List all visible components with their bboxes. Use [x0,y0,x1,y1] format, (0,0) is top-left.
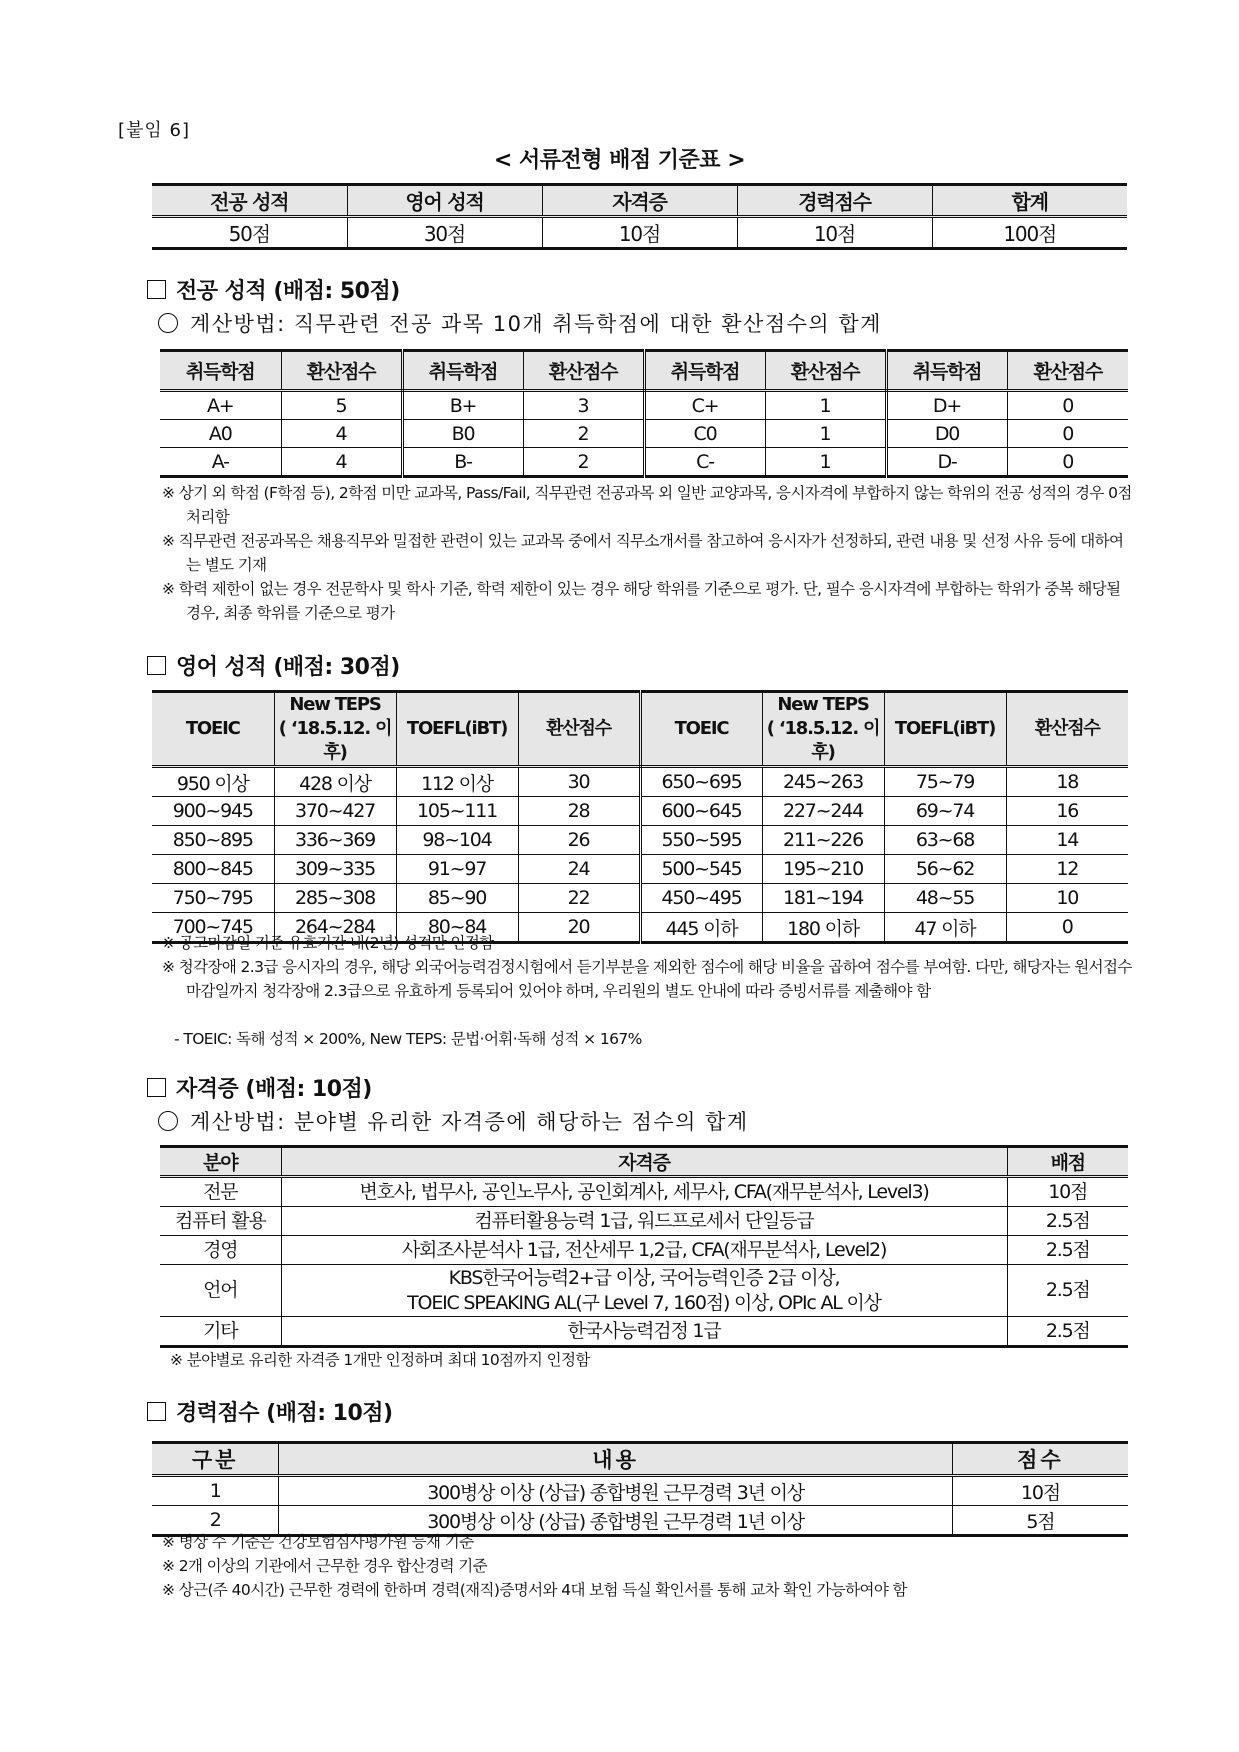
header-row [160,1147,1128,1177]
table-cell: 650~695 [640,767,762,797]
column-header: 분야 [160,1147,281,1177]
table-cell: 전문 [160,1177,281,1207]
table-cell: 264~284 [274,913,396,943]
note-item: ※ 직무관련 전공과목은 채용직무와 밀접한 관련이 있는 교과목 중에서 직무소개서를 참고하여 응시자가 선정하되, 관련 내용 및 선정 사유 등에 대하여는 별도 기재 [162,532,1124,574]
table-cell: 10점 [1007,1177,1128,1207]
table-row [160,1317,1128,1347]
table-cell: 85~90 [396,884,518,913]
table-row [152,826,1128,855]
table-cell: B- [402,448,523,477]
table-cell: 750~795 [152,884,274,913]
table-cell: 112 이상 [396,767,518,797]
table-row [160,448,1128,477]
table-cell: 850~895 [152,826,274,855]
english-dash-note: - TOEIC: 독해 성적 × 200%, New TEPS: 문법·어휘·독해 성적 × 167% [174,1030,642,1048]
table-cell: 2.5점 [1007,1317,1128,1347]
table-cell: 2 [523,420,644,448]
section-title: 영어 성적 (배점: 30점) [176,655,400,680]
column-header: 환산점수 [1006,692,1128,767]
table-cell: 10 [1006,884,1128,913]
table-cell: 5 [281,391,402,420]
column-header: 취득학점 [644,351,765,391]
table-cell: 0 [1007,420,1128,448]
table-cell: 300병상 이상 (상급) 종합병원 근무경력 1년 이상 [279,1506,952,1536]
table-cell: 600~645 [640,797,762,826]
section-english-heading [147,650,400,681]
table-cell: 2.5점 [1007,1207,1128,1236]
table-cell: 기타 [160,1317,281,1347]
table-cell: 180 이하 [762,913,884,943]
attachment-label: [붙임 6] [118,120,190,141]
summary-table [152,183,1127,250]
table-cell: 1 [765,420,886,448]
column-header: 환산점수 [1007,351,1128,391]
table-cell: 22 [518,884,640,913]
cert-notes [170,1348,1140,1372]
table-cell: 100점 [932,217,1127,249]
section-title: 자격증 (배점: 10점) [176,1077,372,1102]
header-row [160,351,1128,391]
column-header: 환산점수 [281,351,402,391]
column-header: 내용 [279,1443,952,1476]
table-cell: 105~111 [396,797,518,826]
table-cell: A- [160,448,281,477]
column-header: 자격증 [542,185,737,217]
table-cell: 445 이하 [640,913,762,943]
column-header: 구분 [152,1443,279,1476]
column-header: 환산점수 [518,692,640,767]
table-cell: 2 [152,1506,279,1536]
table-cell: 0 [1007,391,1128,420]
table-cell: D0 [886,420,1007,448]
section-title: 전공 성적 (배점: 50점) [176,279,400,304]
table-cell: 47 이하 [884,913,1006,943]
table-row [160,420,1128,448]
table-row [152,797,1128,826]
table-cell: A+ [160,391,281,420]
column-header: 전공 성적 [152,185,347,217]
column-header: 경력점수 [737,185,932,217]
table-cell: 10점 [952,1476,1128,1506]
table-cell: 경영 [160,1236,281,1265]
table-cell: 20 [518,913,640,943]
column-header: TOEFL(iBT) [884,692,1006,767]
checkbox-square-icon [147,1402,166,1421]
column-header: 취득학점 [886,351,1007,391]
table-cell: 한국사능력검정 1급 [281,1317,1007,1347]
table-row [152,767,1128,797]
table-cell: 211~226 [762,826,884,855]
table-cell: 0 [1006,913,1128,943]
table-row [160,391,1128,420]
table-cell: 370~427 [274,797,396,826]
table-cell: 1 [765,391,886,420]
table-cell: 69~74 [884,797,1006,826]
table-cell: 컴퓨터 활용 [160,1207,281,1236]
table-cell: 91~97 [396,855,518,884]
calc-text: 계산방법: 직무관련 전공 과목 10개 취득학점에 대한 환산점수의 합계 [190,312,882,336]
column-header: 배점 [1007,1147,1128,1177]
table-cell: C+ [644,391,765,420]
table-cell: 428 이상 [274,767,396,797]
note-item: ※ 청각장애 2.3급 응시자의 경우, 해당 외국어능력검정시험에서 듣기부분을 제외한 점수에 해당 비율을 곱하여 점수를 부여함. 다만, 해당자는 원서접수 마감일까지 청각장애 2.3급으로 유효하게 등록되어 있어야 하며, 우리원의 별도 안내에 따라 증빙서류를 제출해야 함 [162,958,1132,1000]
table-cell: 24 [518,855,640,884]
table-cell: 컴퓨터활용능력 1급, 워드프로세서 단일등급 [281,1207,1007,1236]
major-notes [162,481,1132,625]
english-dash-note-wrap [162,1027,1132,1051]
english-notes [162,931,1132,1003]
note-item: ※ 공고마감일 기준 유효기간 내(2년) 성적만 인정함 [162,934,494,952]
table-cell: 28 [518,797,640,826]
header-row [152,1443,1128,1476]
table-cell: 900~945 [152,797,274,826]
table-cell: 500~545 [640,855,762,884]
career-notes [162,1530,1132,1602]
table-cell: 사회조사분석사 1급, 전산세무 1,2급, CFA(재무분석사, Level2) [281,1236,1007,1265]
grade-conversion-table [160,349,1128,478]
table-row [160,1207,1128,1236]
table-cell: 12 [1006,855,1128,884]
table-cell: 10점 [737,217,932,249]
table-cell: 181~194 [762,884,884,913]
table-cell: 0 [1007,448,1128,477]
table-cell: 언어 [160,1265,281,1317]
column-header: TOEIC [640,692,762,767]
table-cell: C0 [644,420,765,448]
note-item: ※ 상기 외 학점 (F학점 등), 2학점 미만 교과목, Pass/Fail, 직무관련 전공과목 외 일반 교양과목, 응시자격에 부합하지 않는 학위의 전공 성적의 경우 0점 처리함 [162,484,1132,526]
table-cell: 30점 [347,217,542,249]
certificate-table [160,1145,1128,1348]
career-table [152,1441,1128,1537]
section-cert-heading [147,1072,372,1103]
table-cell: 950 이상 [152,767,274,797]
table-cell: 변호사, 법무사, 공인노무사, 공인회계사, 세무사, CFA(재무분석사, Level3) [281,1177,1007,1207]
table-cell: 285~308 [274,884,396,913]
table-cell: B+ [402,391,523,420]
english-score-table [152,690,1128,944]
column-header: 취득학점 [402,351,523,391]
table-cell: B0 [402,420,523,448]
table-cell: 336~369 [274,826,396,855]
table-cell: 550~595 [640,826,762,855]
table-cell: 309~335 [274,855,396,884]
table-cell: D- [886,448,1007,477]
table-cell: 48~55 [884,884,1006,913]
note-item: ※ 병상 수 기준은 건강보험심사평가원 등재 기준 [162,1533,474,1551]
table-row [152,884,1128,913]
table-cell: 245~263 [762,767,884,797]
table-cell: 1 [765,448,886,477]
table-cell: 56~62 [884,855,1006,884]
table-row [152,855,1128,884]
column-header: 점수 [952,1443,1128,1476]
column-header: New TEPS ( ‘18.5.12. 이후) [762,692,884,767]
table-cell: 300병상 이상 (상급) 종합병원 근무경력 3년 이상 [279,1476,952,1506]
table-cell: 3 [523,391,644,420]
table-cell: 2.5점 [1007,1265,1128,1317]
table-cell: 10점 [542,217,737,249]
column-header: 자격증 [281,1147,1007,1177]
table-row [152,217,1127,249]
column-header: 합계 [932,185,1127,217]
column-header: New TEPS ( ‘18.5.12. 이후) [274,692,396,767]
checkbox-square-icon [147,656,166,675]
table-cell: 700~745 [152,913,274,943]
column-header: 환산점수 [765,351,886,391]
section-major-heading [147,274,400,305]
header-row [152,692,1128,767]
table-row [160,1236,1128,1265]
table-cell: 30 [518,767,640,797]
column-header: 영어 성적 [347,185,542,217]
table-row [160,1177,1128,1207]
circle-bullet-icon [158,313,178,333]
note-item: ※ 상근(주 40시간) 근무한 경력에 한하며 경력(재직)증명서와 4대 보험 득실 확인서를 통해 교차 확인 가능하여야 함 [162,1581,907,1599]
table-cell: 227~244 [762,797,884,826]
section-title: 경력점수 (배점: 10점) [176,1401,393,1426]
table-cell: D+ [886,391,1007,420]
table-cell: 4 [281,448,402,477]
note-item: ※ 학력 제한이 없는 경우 전문학사 및 학사 기준, 학력 제한이 있는 경우 해당 학위를 기준으로 평가. 단, 필수 응시자격에 부합하는 학위가 중복 해당될 경우, 최종 학위를 기준으로 평가 [162,580,1121,622]
table-cell: 4 [281,420,402,448]
calc-text: 계산방법: 분야별 유리한 자격증에 해당하는 점수의 합계 [190,1110,749,1134]
checkbox-square-icon [147,280,166,299]
table-cell: 2.5점 [1007,1236,1128,1265]
note-item: ※ 분야별로 유리한 자격증 1개만 인정하며 최대 10점까지 인정함 [170,1351,590,1369]
table-cell: KBS한국어능력2+급 이상, 국어능력인증 2급 이상, TOEIC SPEAKING AL(구 Level 7, 160점) 이상, OPIc AL 이상 [281,1265,1007,1317]
note-item: ※ 2개 이상의 기관에서 근무한 경우 합산경력 기준 [162,1557,488,1575]
table-cell: 75~79 [884,767,1006,797]
checkbox-square-icon [147,1078,166,1097]
column-header: TOEFL(iBT) [396,692,518,767]
table-cell: 14 [1006,826,1128,855]
table-cell: 800~845 [152,855,274,884]
table-row [160,1265,1128,1317]
table-cell: 1 [152,1476,279,1506]
column-header: 환산점수 [523,351,644,391]
table-cell: 63~68 [884,826,1006,855]
table-cell: 98~104 [396,826,518,855]
table-cell: 195~210 [762,855,884,884]
table-cell: A0 [160,420,281,448]
page-title: < 서류전형 배점 기준표 > [493,148,746,173]
table-cell: 450~495 [640,884,762,913]
table-cell: 26 [518,826,640,855]
table-row [152,1476,1128,1506]
cert-calc-method [158,1106,749,1136]
section-career-heading [147,1396,393,1427]
table-cell: 50점 [152,217,347,249]
column-header: 취득학점 [160,351,281,391]
table-cell: 2 [523,448,644,477]
header-row [152,185,1127,217]
table-cell: C- [644,448,765,477]
table-cell: 16 [1006,797,1128,826]
major-calc-method [158,308,882,338]
circle-bullet-icon [158,1111,178,1131]
table-cell: 80~84 [396,913,518,943]
column-header: TOEIC [152,692,274,767]
table-cell: 18 [1006,767,1128,797]
table-cell: 5점 [952,1506,1128,1536]
